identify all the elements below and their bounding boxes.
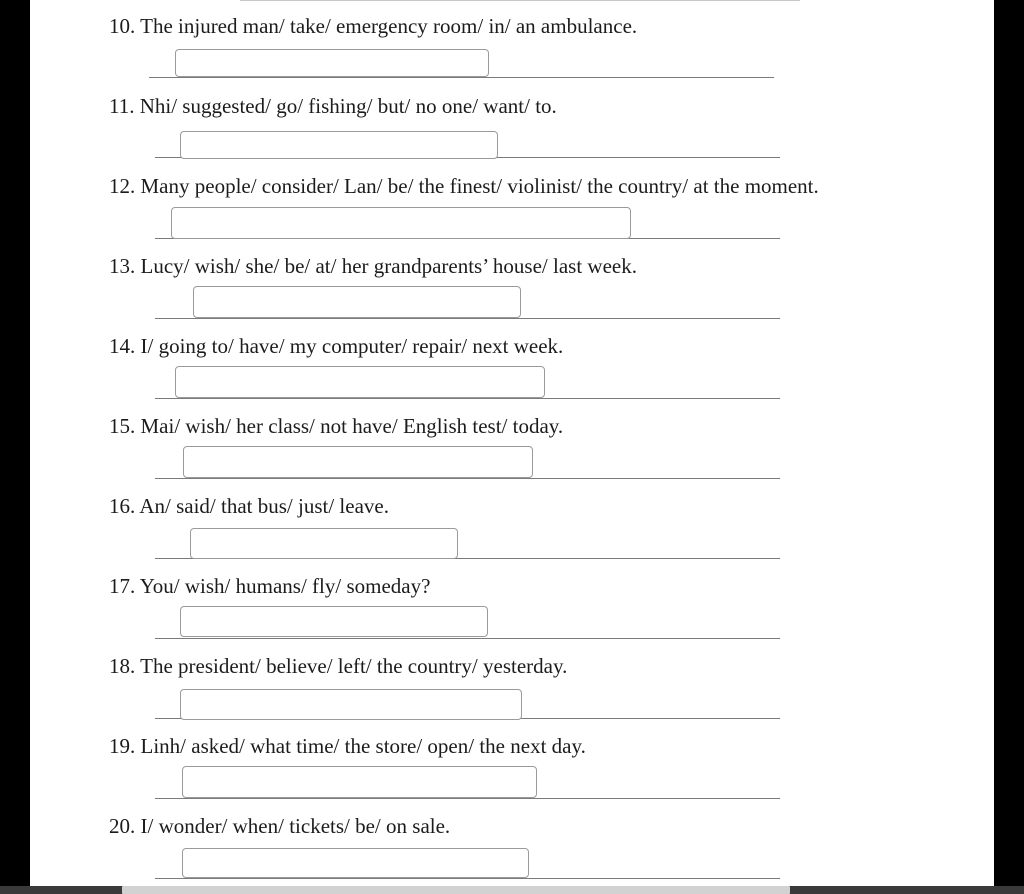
exercise-prompt: 20. I/ wonder/ when/ tickets/ be/ on sale. — [109, 814, 451, 838]
answer-line — [149, 77, 774, 78]
answer-input[interactable] — [183, 446, 533, 478]
exercise-prompt: 16. An/ said/ that bus/ just/ leave. — [109, 494, 389, 518]
exercise-item — [30, 640, 994, 720]
answer-input[interactable] — [190, 528, 458, 559]
exercise-item — [30, 0, 994, 80]
answer-line — [155, 478, 780, 479]
exercise-prompt: 11. Nhi/ suggested/ go/ fishing/ but/ no one/ want/ to. — [109, 94, 557, 118]
exercise-prompt: 17. You/ wish/ humans/ fly/ someday? — [109, 574, 431, 598]
exercise-item — [30, 400, 994, 480]
answer-line — [155, 638, 780, 639]
answer-input[interactable] — [180, 131, 498, 159]
exercise-item — [30, 800, 994, 880]
exercise-item — [30, 560, 994, 640]
exercise-list — [30, 0, 994, 894]
worksheet-page — [30, 0, 994, 894]
exercise-prompt: 10. The injured man/ take/ emergency room/ in/ an ambulance. — [109, 14, 638, 38]
exercise-item — [30, 80, 994, 160]
exercise-item — [30, 480, 994, 560]
answer-line — [155, 318, 780, 319]
exercise-item — [30, 320, 994, 400]
answer-input[interactable] — [171, 207, 631, 239]
answer-input[interactable] — [180, 606, 488, 637]
exercise-prompt: 19. Linh/ asked/ what time/ the store/ open/ the next day. — [109, 734, 586, 758]
exercise-prompt: 14. I/ going to/ have/ my computer/ repair/ next week. — [109, 334, 564, 358]
exercise-prompt: 13. Lucy/ wish/ she/ be/ at/ her grandparents’ house/ last week. — [109, 254, 637, 278]
exercise-item — [30, 720, 994, 800]
answer-line — [155, 798, 780, 799]
exercise-item — [30, 160, 994, 240]
answer-input[interactable] — [175, 49, 489, 77]
answer-line — [155, 398, 780, 399]
answer-input[interactable] — [193, 286, 521, 318]
answer-input[interactable] — [182, 848, 529, 878]
exercise-prompt: 12. Many people/ consider/ Lan/ be/ the finest/ violinist/ the country/ at the moment. — [109, 174, 819, 198]
scrollbar-thumb[interactable] — [122, 886, 790, 894]
exercise-prompt: 18. The president/ believe/ left/ the country/ yesterday. — [109, 654, 568, 678]
answer-input[interactable] — [180, 689, 522, 720]
answer-line — [155, 878, 780, 879]
answer-input[interactable] — [182, 766, 537, 798]
answer-input[interactable] — [175, 366, 545, 398]
exercise-prompt: 15. Mai/ wish/ her class/ not have/ English test/ today. — [109, 414, 564, 438]
exercise-item — [30, 240, 994, 320]
